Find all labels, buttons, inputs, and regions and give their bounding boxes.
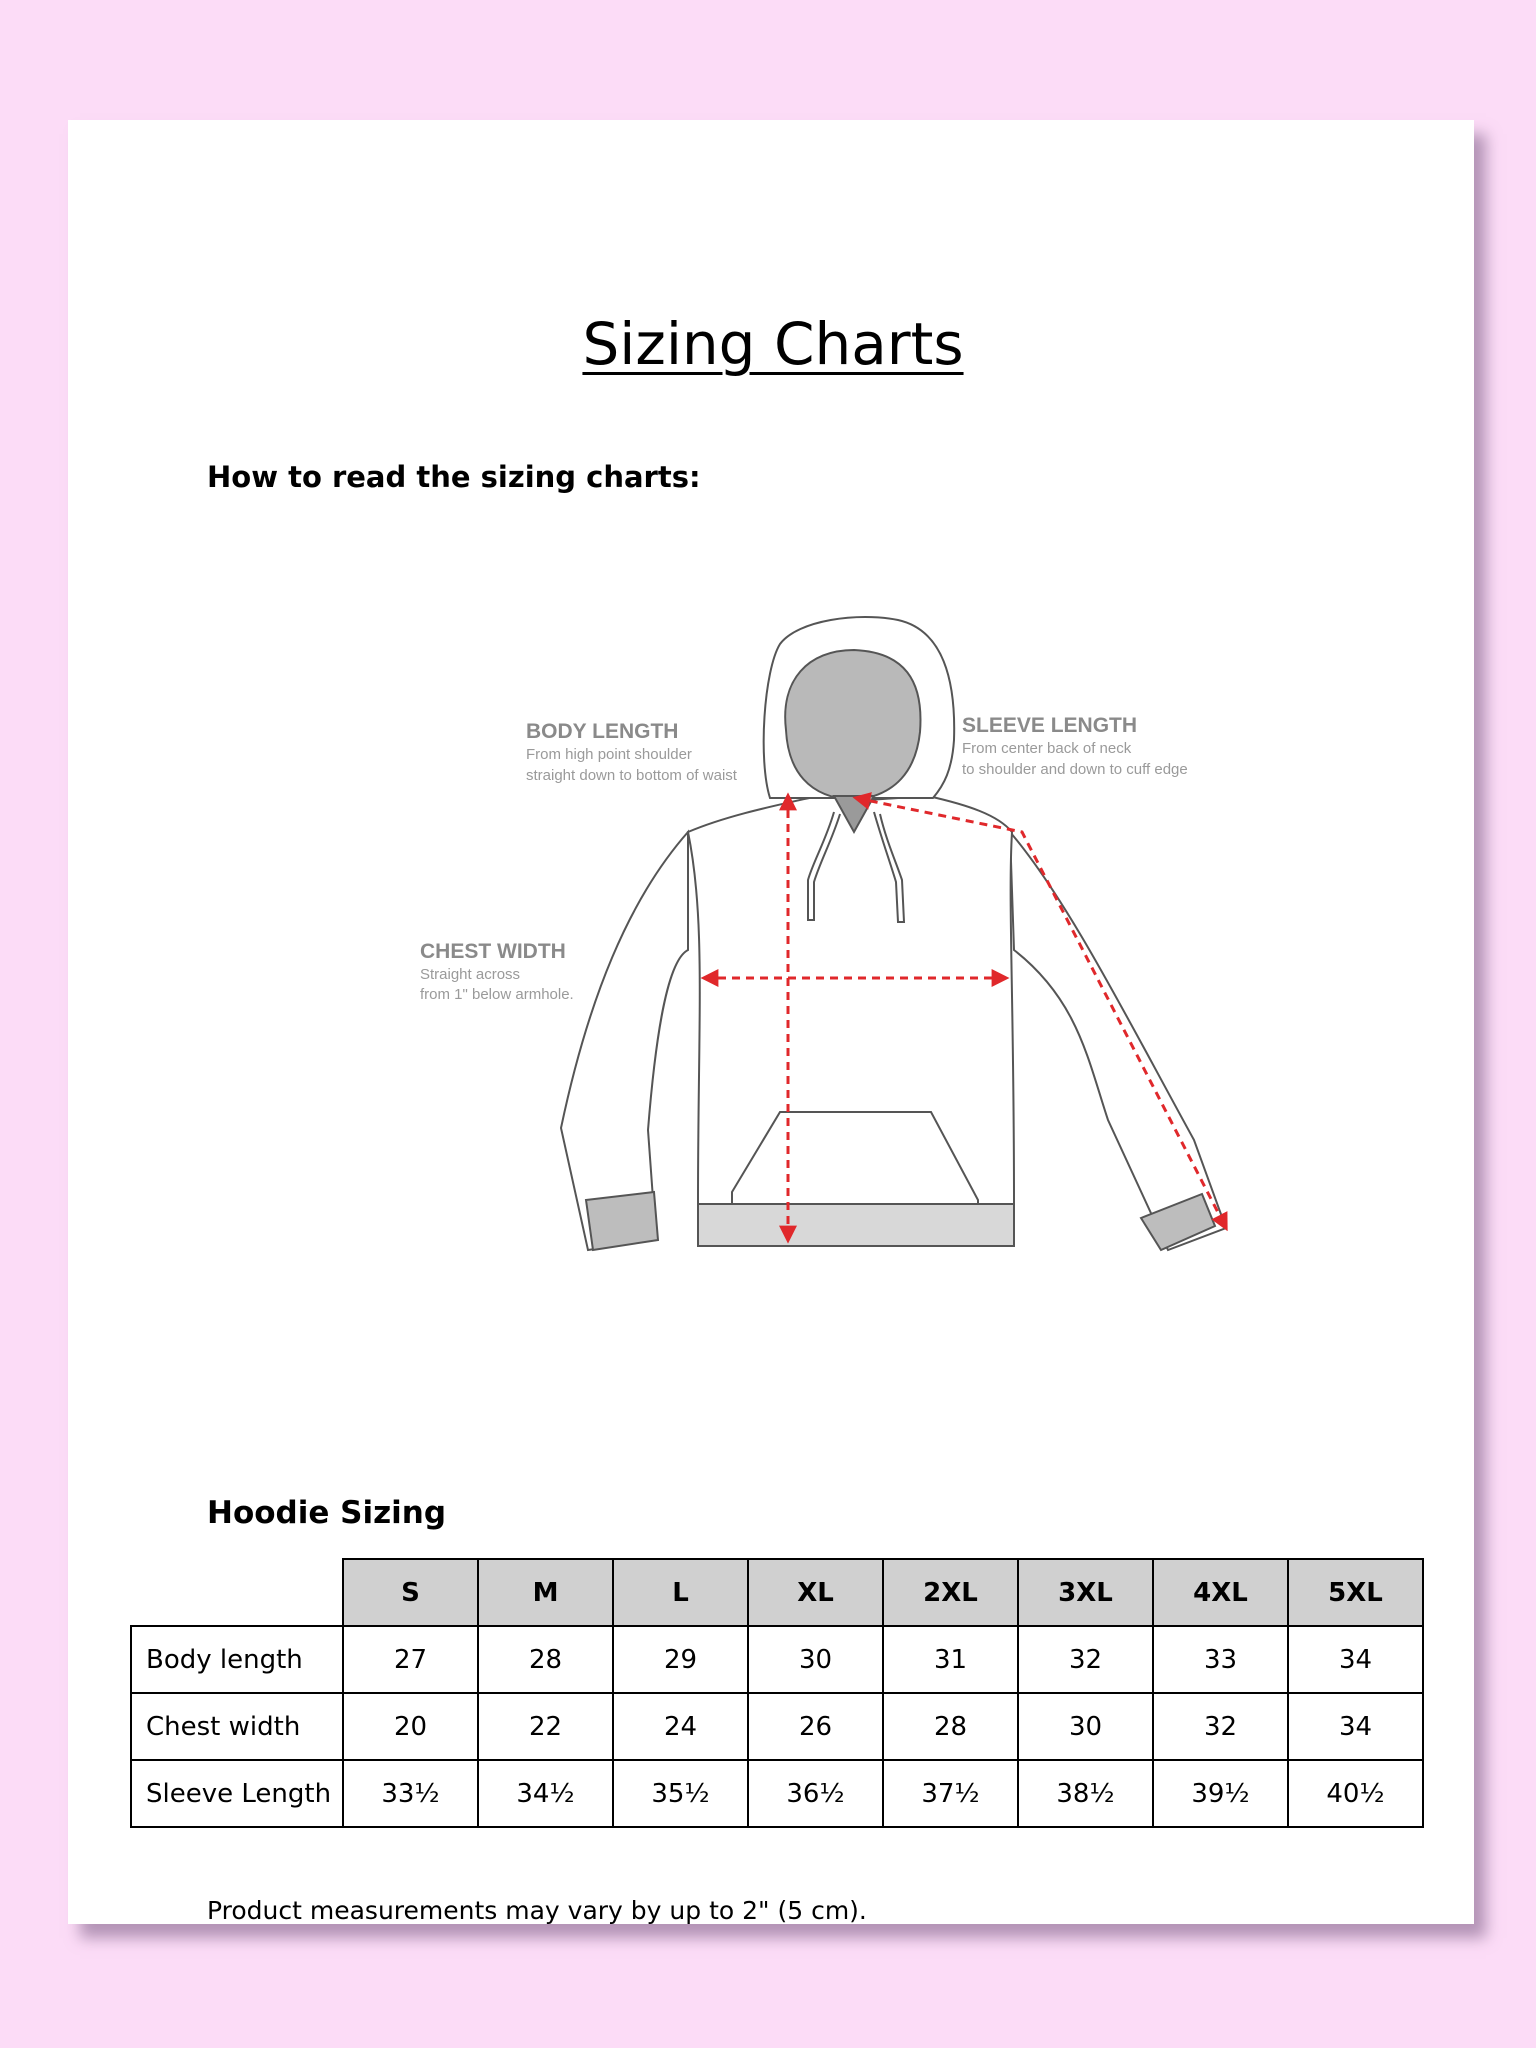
hoodie-illustration xyxy=(561,617,1226,1250)
table-cell: 39½ xyxy=(1153,1760,1288,1827)
table-cell: 30 xyxy=(748,1626,883,1693)
table-cell: 38½ xyxy=(1018,1760,1153,1827)
table-row xyxy=(131,1693,1423,1760)
body-length-desc-2: straight down to bottom of waist xyxy=(526,767,737,784)
table-cell: 29 xyxy=(613,1626,748,1693)
size-col-header: 3XL xyxy=(1018,1559,1153,1626)
row-label: Body length xyxy=(131,1626,343,1693)
hoodie-body xyxy=(688,796,1014,1246)
table-cell: 24 xyxy=(613,1693,748,1760)
row-label: Sleeve Length xyxy=(131,1760,343,1827)
right-sleeve xyxy=(1010,832,1226,1250)
document-page xyxy=(68,120,1474,1924)
page-title: Sizing Charts xyxy=(582,310,964,378)
measurement-note: Product measurements may vary by up to 2" (5 cm). xyxy=(207,1896,867,1925)
size-header-row xyxy=(131,1559,1423,1626)
sleeve-length-desc-1: From center back of neck xyxy=(962,740,1132,757)
table-cell: 34½ xyxy=(478,1760,613,1827)
chest-width-desc-1: Straight across xyxy=(420,966,521,983)
size-col-header: M xyxy=(478,1559,613,1626)
left-cuff xyxy=(586,1192,658,1250)
table-cell: 32 xyxy=(1018,1626,1153,1693)
table-cell: 33 xyxy=(1153,1626,1288,1693)
table-row xyxy=(131,1626,1423,1693)
table-cell: 31 xyxy=(883,1626,1018,1693)
body-length-title: BODY LENGTH xyxy=(526,720,679,743)
table-cell: 34 xyxy=(1288,1626,1423,1693)
left-sleeve xyxy=(561,832,688,1250)
chest-width-label xyxy=(420,940,574,1003)
sleeve-length-label xyxy=(962,714,1188,778)
hoodie-sizing-heading: Hoodie Sizing xyxy=(207,1495,447,1531)
table-cell: 32 xyxy=(1153,1693,1288,1760)
table-row xyxy=(131,1760,1423,1827)
table-cell: 26 xyxy=(748,1693,883,1760)
hood-opening xyxy=(785,650,920,800)
table-cell: 33½ xyxy=(343,1760,478,1827)
body-length-label xyxy=(526,720,738,784)
table-cell: 36½ xyxy=(748,1760,883,1827)
how-to-heading: How to read the sizing charts: xyxy=(207,460,701,494)
chest-width-desc-2: from 1" below armhole. xyxy=(420,986,574,1003)
size-col-header: S xyxy=(343,1559,478,1626)
table-cell: 40½ xyxy=(1288,1760,1423,1827)
table-cell: 27 xyxy=(343,1626,478,1693)
size-col-header: 2XL xyxy=(883,1559,1018,1626)
body-length-desc-1: From high point shoulder xyxy=(526,746,692,763)
sleeve-length-title: SLEEVE LENGTH xyxy=(962,714,1138,737)
size-col-header: 4XL xyxy=(1153,1559,1288,1626)
table-cell: 28 xyxy=(478,1626,613,1693)
table-cell: 20 xyxy=(343,1693,478,1760)
chest-width-title: CHEST WIDTH xyxy=(420,940,566,963)
table-cell: 35½ xyxy=(613,1760,748,1827)
table-cell: 22 xyxy=(478,1693,613,1760)
hoodie-measurement-diagram xyxy=(388,600,1268,1320)
table-cell: 28 xyxy=(883,1693,1018,1760)
hoodie-size-table xyxy=(130,1558,1424,1828)
row-label: Chest width xyxy=(131,1693,343,1760)
table-cell: 30 xyxy=(1018,1693,1153,1760)
table-cell: 37½ xyxy=(883,1760,1018,1827)
sleeve-length-desc-2: to shoulder and down to cuff edge xyxy=(962,761,1188,778)
size-col-header: 5XL xyxy=(1288,1559,1423,1626)
waistband xyxy=(698,1204,1014,1246)
size-col-header: XL xyxy=(748,1559,883,1626)
size-col-header: L xyxy=(613,1559,748,1626)
table-corner xyxy=(131,1559,343,1626)
table-cell: 34 xyxy=(1288,1693,1423,1760)
